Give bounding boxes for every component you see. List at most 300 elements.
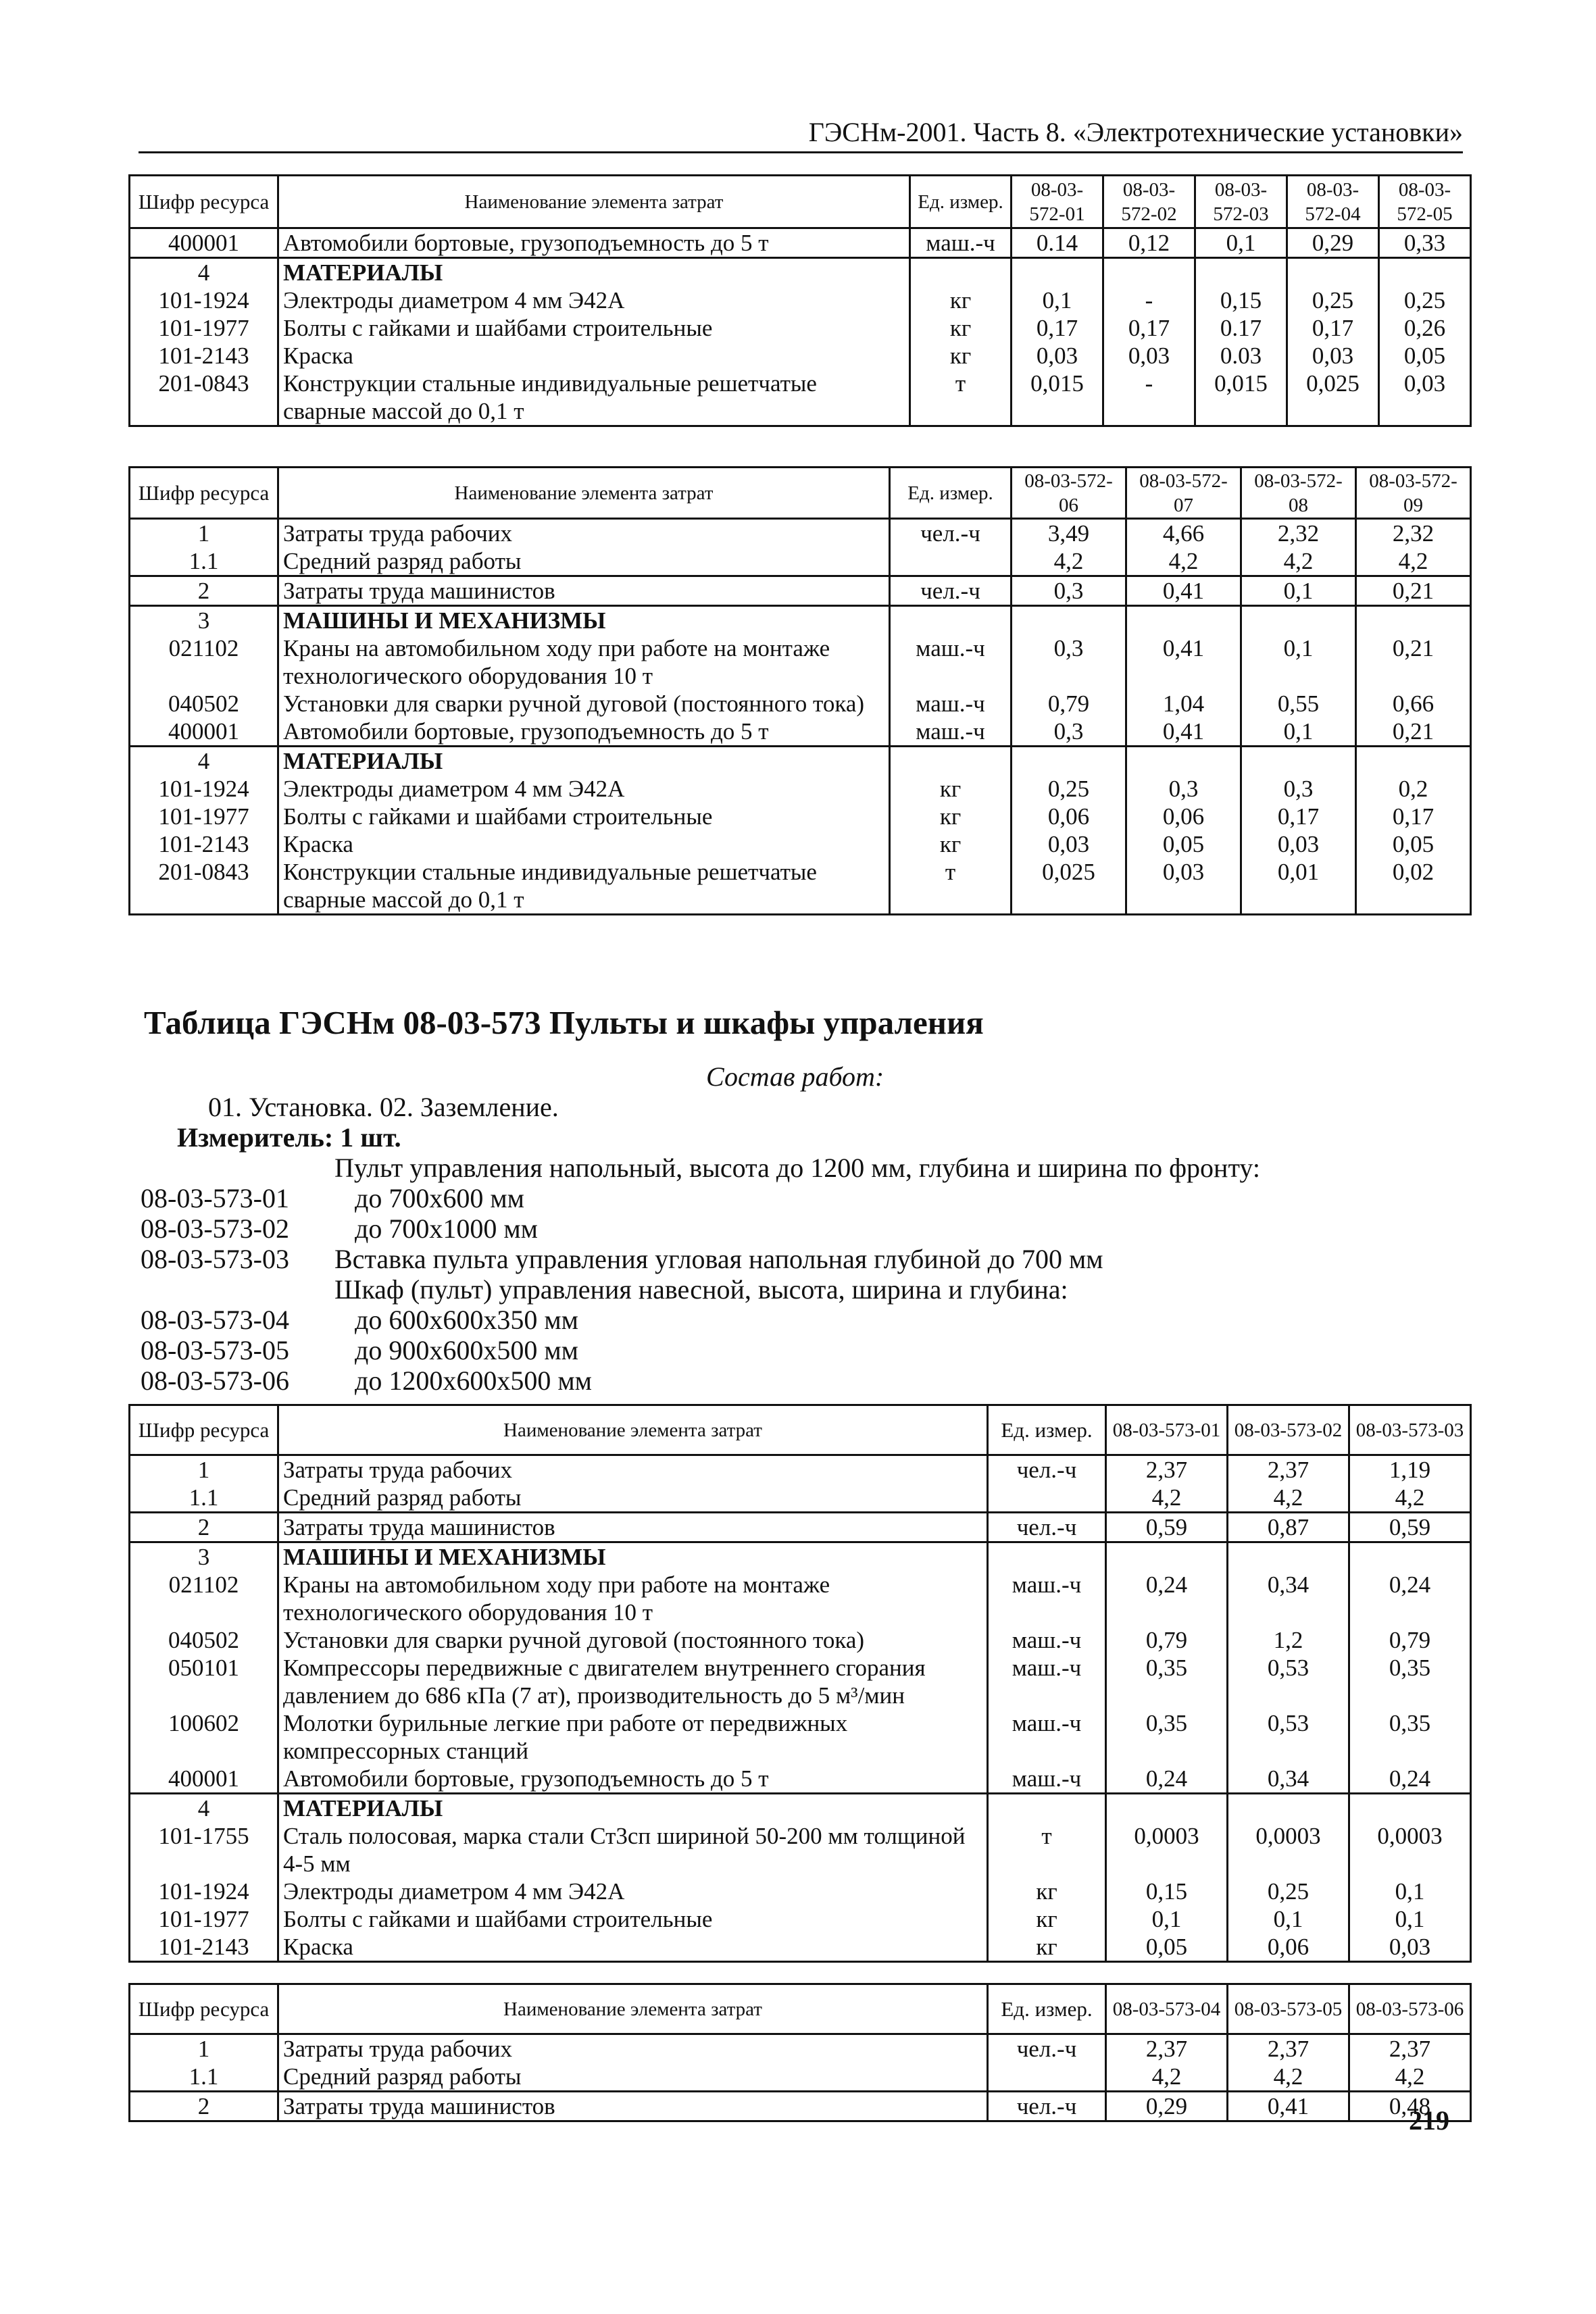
norm-value: 2,37 [1106,2034,1228,2063]
unit: маш.-ч [890,690,1012,718]
resource-code: 1.1 [130,2063,278,2092]
resource-name: Болты с гайками и шайбами строительные [278,314,910,342]
resource-code: 101-2143 [130,830,278,858]
col-norm-header: 08-03-573-06 [1349,1984,1471,2034]
unit: чел.-ч [890,519,1012,548]
col-code-header: Шифр ресурса [130,176,278,228]
unit: кг [910,342,1012,370]
resource-code: 201-0843 [130,370,278,426]
resource-code: 101-1924 [130,286,278,314]
norm-value: 4,2 [1356,547,1471,576]
norm-value: 0,01 [1241,858,1356,915]
table-row [130,342,1471,370]
table-row [130,775,1471,803]
norm-value: 1,19 [1349,1455,1471,1484]
col-norm-header: 08-03-572-06 [1012,468,1126,519]
norm-value: 0,53 [1228,1709,1349,1765]
resource-name: Затраты труда машинистов [278,576,890,606]
resource-code: 040502 [130,690,278,718]
table-row [130,690,1471,718]
item-code: 08-03-573-06 [141,1365,289,1396]
table-row [130,547,1471,576]
table-row [130,634,1471,690]
norm-value: 0,66 [1356,690,1471,718]
table-header-row [130,1405,1471,1455]
resource-code: 2 [130,576,278,606]
unit: чел.-ч [890,576,1012,606]
resource-table-573-01-03 [128,1404,1472,1963]
norm-value [1126,606,1241,635]
norm-value: 0,79 [1349,1626,1471,1654]
norm-value: 0,59 [1106,1513,1228,1542]
norm-value: 2,37 [1228,2034,1349,2063]
resource-code: 101-2143 [130,342,278,370]
norm-value: 4,2 [1106,2063,1228,2092]
col-code-header: Шифр ресурса [130,1984,278,2034]
resource-code: 050101 [130,1654,278,1709]
unit: маш.-ч [890,634,1012,690]
col-unit-header: Ед. измер. [910,176,1012,228]
norm-value: 0,06 [1126,803,1241,830]
resource-code: 4 [130,1794,278,1823]
norm-value: 4,2 [1012,547,1126,576]
norm-value: 0,87 [1228,1513,1349,1542]
norm-value: 0,1 [1195,228,1287,258]
col-name-header: Наименование элемента затрат [278,468,890,519]
resource-name: Болты с гайками и шайбами строительные [278,803,890,830]
norm-value: 0,1 [1228,1905,1349,1933]
norm-value: 4,2 [1106,1484,1228,1513]
norm-value [1356,606,1471,635]
resource-name: Затраты труда рабочих [278,519,890,548]
unit [890,747,1012,776]
norm-value: 1,04 [1126,690,1241,718]
resource-code: 1.1 [130,547,278,576]
table-row [130,370,1471,426]
norm-value: 2,37 [1349,2034,1471,2063]
norm-value: 0,41 [1126,634,1241,690]
norm-value: 0,1 [1241,576,1356,606]
norm-value: - [1103,286,1195,314]
norm-value [1356,747,1471,776]
table-row [130,1822,1471,1878]
norm-value: 0,03 [1103,342,1195,370]
composition-label: Состав работ: [706,1061,884,1092]
table-row [130,1794,1471,1823]
norm-value: 0,1 [1349,1905,1471,1933]
resource-name: Конструкции стальные индивидуальные решетчатые сварные массой до 0,1 т [278,858,890,915]
norm-value: 0,25 [1287,286,1379,314]
section-title: Таблица ГЭСНм 08-03-573 Пульты и шкафы упраления [144,1004,984,1041]
norm-value: 0,24 [1349,1765,1471,1794]
norm-value: 0,41 [1126,576,1241,606]
resource-name: Краны на автомобильном ходу при работе на монтаже технологического оборудования 10 т [278,1571,988,1626]
unit [890,606,1012,635]
measure-unit: Измеритель: 1 шт. [177,1122,401,1153]
col-norm-header: 08-03-572-01 [1012,176,1103,228]
norm-value [1106,1794,1228,1823]
resource-code: 101-2143 [130,1933,278,1962]
resource-name: Затраты труда машинистов [278,2092,988,2121]
col-code-header: Шифр ресурса [130,1405,278,1455]
unit: маш.-ч [988,1626,1106,1654]
item-code: 08-03-573-02 [141,1213,289,1244]
resource-name: МАТЕРИАЛЫ [278,747,890,776]
resource-name: МАШИНЫ И МЕХАНИЗМЫ [278,1542,988,1571]
norm-value [1195,258,1287,287]
norm-value: 0,26 [1379,314,1471,342]
norm-value: 0,15 [1106,1878,1228,1905]
norm-value: 0,02 [1356,858,1471,915]
table-row [130,1709,1471,1765]
table-row [130,803,1471,830]
item-text: до 700х1000 мм [355,1213,538,1244]
intro-floor-console: Пульт управления напольный, высота до 1200 мм, глубина и ширина по фронту: [334,1153,1260,1183]
unit: кг [910,286,1012,314]
col-norm-header: 08-03-573-01 [1106,1405,1228,1455]
item-text: до 700х600 мм [355,1183,524,1213]
norm-value: 0,03 [1241,830,1356,858]
resource-table-572-06-09 [128,466,1472,915]
norm-value: 0,48 [1349,2092,1471,2121]
norm-value: 0,025 [1012,858,1126,915]
table-row [130,286,1471,314]
table-row [130,747,1471,776]
table-row [130,519,1471,548]
resource-table-572-01-05 [128,174,1472,427]
unit: кг [890,775,1012,803]
resource-code: 2 [130,1513,278,1542]
norm-value: 0.17 [1195,314,1287,342]
resource-code: 2 [130,2092,278,2121]
works-list: 01. Установка. 02. Заземление. [208,1092,559,1122]
norm-value: 0,2 [1356,775,1471,803]
col-norm-header: 08-03-572-05 [1379,176,1471,228]
unit: кг [988,1933,1106,1962]
norm-value: 2,37 [1228,1455,1349,1484]
table-row [130,1933,1471,1962]
unit: кг [910,314,1012,342]
table-row [130,1484,1471,1513]
unit [890,547,1012,576]
table-header-row [130,468,1471,519]
unit: т [988,1822,1106,1878]
norm-value: 0,0003 [1106,1822,1228,1878]
col-norm-header: 08-03-572-08 [1241,468,1356,519]
table-row [130,576,1471,606]
norm-value: 0,79 [1106,1626,1228,1654]
page-number: 219 [1409,2105,1449,2136]
norm-value: 0,17 [1287,314,1379,342]
col-name-header: Наименование элемента затрат [278,176,910,228]
norm-value: 0,03 [1126,858,1241,915]
intro-wall-cabinet: Шкаф (пульт) управления навесной, высота, ширина и глубина: [334,1274,1068,1305]
unit: маш.-ч [988,1654,1106,1709]
norm-value: 0,33 [1379,228,1471,258]
norm-value [1349,1794,1471,1823]
norm-value: 0,25 [1379,286,1471,314]
col-norm-header: 08-03-572-03 [1195,176,1287,228]
norm-value: 0,3 [1126,775,1241,803]
norm-value: 0,015 [1195,370,1287,426]
unit: маш.-ч [910,228,1012,258]
resource-name: Средний разряд работы [278,1484,988,1513]
col-norm-header: 08-03-573-04 [1106,1984,1228,2034]
table-row [130,718,1471,747]
norm-value: 4,2 [1349,1484,1471,1513]
norm-value: 0,24 [1106,1571,1228,1626]
norm-value: 0,29 [1106,2092,1228,2121]
norm-value: 4,2 [1241,547,1356,576]
norm-value [1241,747,1356,776]
table-row [130,606,1471,635]
norm-value: 0,1 [1241,718,1356,747]
norm-value: 0,59 [1349,1513,1471,1542]
col-unit-header: Ед. измер. [988,1984,1106,2034]
resource-code: 040502 [130,1626,278,1654]
norm-value: 1,2 [1228,1626,1349,1654]
item-text: Вставка пульта управления угловая напольная глубиной до 700 мм [334,1244,1103,1274]
norm-value: 0,1 [1349,1878,1471,1905]
page-header: ГЭСНм-2001. Часть 8. «Электротехнические установки» [139,114,1463,153]
unit: чел.-ч [988,2092,1106,2121]
norm-value: 4,2 [1126,547,1241,576]
unit [988,1542,1106,1571]
resource-name: Конструкции стальные индивидуальные решетчатые сварные массой до 0,1 т [278,370,910,426]
norm-value [1103,258,1195,287]
unit: т [890,858,1012,915]
norm-value: 0,05 [1379,342,1471,370]
norm-value: 0,03 [1287,342,1379,370]
resource-code: 101-1977 [130,803,278,830]
col-norm-header: 08-03-572-07 [1126,468,1241,519]
norm-value: 2,37 [1106,1455,1228,1484]
table-row [130,228,1471,258]
col-code-header: Шифр ресурса [130,468,278,519]
resource-name: МАШИНЫ И МЕХАНИЗМЫ [278,606,890,635]
norm-value: 4,2 [1228,2063,1349,2092]
item-code: 08-03-573-05 [141,1335,289,1365]
resource-name: Краска [278,1933,988,1962]
norm-value: 0,15 [1195,286,1287,314]
resource-name: МАТЕРИАЛЫ [278,258,910,287]
norm-value: 0,35 [1349,1709,1471,1765]
norm-value: 0,0003 [1228,1822,1349,1878]
resource-name: Установки для сварки ручной дуговой (постоянного тока) [278,690,890,718]
norm-value: 0.03 [1195,342,1287,370]
norm-value: 2,32 [1356,519,1471,548]
col-norm-header: 08-03-572-02 [1103,176,1195,228]
norm-value: 0,025 [1287,370,1379,426]
norm-value: 0,3 [1012,634,1126,690]
table-row [130,2034,1471,2063]
unit: кг [988,1905,1106,1933]
resource-code: 4 [130,258,278,287]
norm-value: 0,015 [1012,370,1103,426]
resource-name: Болты с гайками и шайбами строительные [278,1905,988,1933]
norm-value: 0,79 [1012,690,1126,718]
norm-value: 0,41 [1228,2092,1349,2121]
unit: чел.-ч [988,1455,1106,1484]
resource-name: МАТЕРИАЛЫ [278,1794,988,1823]
norm-value: 0,21 [1356,718,1471,747]
unit: т [910,370,1012,426]
norm-value: 0,3 [1241,775,1356,803]
norm-value [1287,258,1379,287]
norm-value: 0,35 [1106,1654,1228,1709]
resource-name: Автомобили бортовые, грузоподъемность до 5 т [278,718,890,747]
norm-value: 0,17 [1103,314,1195,342]
norm-value: 0,12 [1103,228,1195,258]
norm-value: 0,03 [1012,342,1103,370]
item-text: до 900х600х500 мм [355,1335,578,1365]
resource-code: 101-1924 [130,775,278,803]
resource-code: 101-1924 [130,1878,278,1905]
norm-value: 0,0003 [1349,1822,1471,1878]
unit [988,1484,1106,1513]
resource-code: 100602 [130,1709,278,1765]
table-row [130,830,1471,858]
resource-code: 1.1 [130,1484,278,1513]
norm-value: 0,1 [1012,286,1103,314]
resource-code: 021102 [130,634,278,690]
norm-value: 0,17 [1012,314,1103,342]
norm-value: 0,29 [1287,228,1379,258]
norm-value [1106,1542,1228,1571]
unit: чел.-ч [988,1513,1106,1542]
table-row [130,258,1471,287]
resource-code: 1 [130,1455,278,1484]
col-name-header: Наименование элемента затрат [278,1405,988,1455]
item-text: до 600х600х350 мм [355,1305,578,1335]
norm-value: 0,03 [1012,830,1126,858]
norm-value: 0,03 [1379,370,1471,426]
resource-code: 101-1755 [130,1822,278,1878]
norm-value: 0,55 [1241,690,1356,718]
norm-value: 2,32 [1241,519,1356,548]
unit: маш.-ч [890,718,1012,747]
unit [988,2063,1106,2092]
norm-value: 0,21 [1356,576,1471,606]
table-row [130,314,1471,342]
table-row [130,1654,1471,1709]
norm-value [1012,606,1126,635]
table-header-row [130,1984,1471,2034]
col-norm-header: 08-03-573-02 [1228,1405,1349,1455]
table-header-row [130,176,1471,228]
resource-name: Компрессоры передвижные с двигателем внутреннего сгорания давлением до 686 кПа (7 ат), производительность до 5 м³/мин [278,1654,988,1709]
norm-value: 0,25 [1012,775,1126,803]
table-row [130,1513,1471,1542]
resource-name: Затраты труда машинистов [278,1513,988,1542]
norm-value: 0,3 [1012,718,1126,747]
table-row [130,1455,1471,1484]
table-row [130,1765,1471,1794]
norm-value: 0,05 [1126,830,1241,858]
norm-value: 0,1 [1241,634,1356,690]
item-code: 08-03-573-01 [141,1183,289,1213]
norm-value: 0,41 [1126,718,1241,747]
resource-name: Автомобили бортовые, грузоподъемность до 5 т [278,1765,988,1794]
norm-value: 4,2 [1349,2063,1471,2092]
resource-code: 201-0843 [130,858,278,915]
norm-value: 4,2 [1228,1484,1349,1513]
resource-name: Электроды диаметром 4 мм Э42А [278,1878,988,1905]
resource-name: Молотки бурильные легкие при работе от передвижных компрессорных станций [278,1709,988,1765]
col-norm-header: 08-03-572-04 [1287,176,1379,228]
norm-value [1228,1794,1349,1823]
col-norm-header: 08-03-573-05 [1228,1984,1349,2034]
resource-code: 4 [130,747,278,776]
resource-name: Установки для сварки ручной дуговой (постоянного тока) [278,1626,988,1654]
resource-name: Средний разряд работы [278,2063,988,2092]
table-row [130,2092,1471,2121]
norm-value [1241,606,1356,635]
resource-name: Затраты труда рабочих [278,2034,988,2063]
table-row [130,1905,1471,1933]
resource-name: Электроды диаметром 4 мм Э42А [278,286,910,314]
item-code: 08-03-573-04 [141,1305,289,1335]
resource-name: Электроды диаметром 4 мм Э42А [278,775,890,803]
col-unit-header: Ед. измер. [890,468,1012,519]
unit: кг [890,830,1012,858]
resource-code: 101-1977 [130,1905,278,1933]
resource-table-573-04-06 [128,1983,1472,2122]
table-row [130,858,1471,915]
norm-value: - [1103,370,1195,426]
norm-value [1349,1542,1471,1571]
unit: маш.-ч [988,1709,1106,1765]
unit [988,1794,1106,1823]
resource-name: Краска [278,342,910,370]
col-name-header: Наименование элемента затрат [278,1984,988,2034]
unit: маш.-ч [988,1765,1106,1794]
norm-value: 0,1 [1106,1905,1228,1933]
col-norm-header: 08-03-572-09 [1356,468,1471,519]
table-row [130,2063,1471,2092]
norm-value: 0,34 [1228,1765,1349,1794]
unit [910,258,1012,287]
resource-code: 3 [130,1542,278,1571]
norm-value: 0,21 [1356,634,1471,690]
norm-value: 0,06 [1228,1933,1349,1962]
norm-value: 0,3 [1012,576,1126,606]
col-unit-header: Ед. измер. [988,1405,1106,1455]
norm-value: 0,24 [1349,1571,1471,1626]
norm-value: 0,34 [1228,1571,1349,1626]
resource-code: 101-1977 [130,314,278,342]
table-row [130,1626,1471,1654]
resource-code: 400001 [130,718,278,747]
table-row [130,1571,1471,1626]
resource-code: 400001 [130,228,278,258]
item-text: до 1200х600х500 мм [355,1365,592,1396]
resource-code: 1 [130,519,278,548]
unit: кг [890,803,1012,830]
table-row [130,1542,1471,1571]
resource-code: 1 [130,2034,278,2063]
norm-value: 0,35 [1106,1709,1228,1765]
norm-value [1228,1542,1349,1571]
resource-code: 400001 [130,1765,278,1794]
unit: маш.-ч [988,1571,1106,1626]
norm-value: 0,05 [1356,830,1471,858]
norm-value: 0,17 [1241,803,1356,830]
resource-name: Краны на автомобильном ходу при работе на монтаже технологического оборудования 10 т [278,634,890,690]
norm-value: 0,06 [1012,803,1126,830]
norm-value: 0,25 [1228,1878,1349,1905]
norm-value: 0,03 [1349,1933,1471,1962]
